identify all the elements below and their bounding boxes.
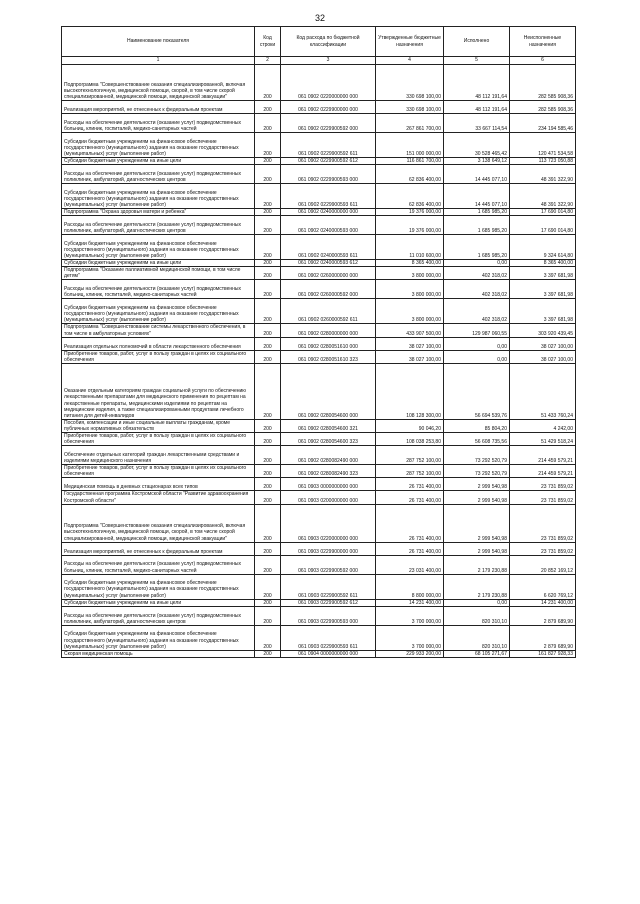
table-body bbox=[62, 65, 576, 658]
table-row bbox=[62, 101, 576, 114]
table-row bbox=[62, 504, 576, 542]
row-executed-cell: 2 999 540,98 bbox=[444, 491, 510, 504]
row-classification-cell: 061 0902 0280051610 323 bbox=[281, 350, 376, 363]
row-approved-cell: 90 046,20 bbox=[376, 419, 444, 432]
row-approved-cell: 3 800 000,00 bbox=[376, 299, 444, 324]
row-approved-cell: 330 698 100,00 bbox=[376, 65, 444, 101]
row-unexecuted-cell: 17 690 014,80 bbox=[510, 216, 576, 235]
column-index-cell: 4 bbox=[376, 57, 444, 65]
row-code-cell: 200 bbox=[255, 491, 281, 504]
row-approved-cell: 3 700 000,00 bbox=[376, 625, 444, 650]
row-executed-cell: 48 112 191,64 bbox=[444, 65, 510, 101]
row-unexecuted-cell: 38 027 100,00 bbox=[510, 337, 576, 350]
table-row bbox=[62, 260, 576, 267]
table-row bbox=[62, 133, 576, 158]
row-code-cell: 200 bbox=[255, 267, 281, 280]
row-classification-cell: 061 0903 0220000000 000 bbox=[281, 504, 376, 542]
row-name-cell: Субсидии бюджетным учреждениям на финансовое обеспечение государственного (муниципального) задания на оказание государственных (муниципальных) услуг (выполнение работ) bbox=[62, 299, 255, 324]
row-classification-cell: 061 0902 0240000593 612 bbox=[281, 260, 376, 267]
row-code-cell: 200 bbox=[255, 446, 281, 465]
row-code-cell: 200 bbox=[255, 65, 281, 101]
table-row bbox=[62, 599, 576, 606]
row-classification-cell: 061 0903 0000000000 000 bbox=[281, 478, 376, 491]
row-executed-cell: 14 445 077,10 bbox=[444, 165, 510, 184]
row-executed-cell: 2 999 540,98 bbox=[444, 542, 510, 555]
row-approved-cell: 108 128 300,00 bbox=[376, 363, 444, 419]
row-code-cell: 200 bbox=[255, 209, 281, 216]
table-row bbox=[62, 478, 576, 491]
row-unexecuted-cell: 17 690 014,80 bbox=[510, 209, 576, 216]
row-unexecuted-cell: 23 731 859,02 bbox=[510, 478, 576, 491]
row-executed-cell: 820 310,10 bbox=[444, 606, 510, 625]
row-executed-cell: 820 310,10 bbox=[444, 625, 510, 650]
row-classification-cell: 061 0903 0229900000 000 bbox=[281, 542, 376, 555]
row-name-cell: Подпрограмма "Совершенствование оказания специализированной, включая высокотехнологичную, медицинской помощи, скорой, в том числе скорой специализированной, медицинской помощи, медицинской эвакуации" bbox=[62, 504, 255, 542]
row-executed-cell: 129 987 060,55 bbox=[444, 324, 510, 337]
table-row bbox=[62, 165, 576, 184]
row-unexecuted-cell: 3 397 681,98 bbox=[510, 299, 576, 324]
row-code-cell: 200 bbox=[255, 650, 281, 657]
row-classification-cell: 061 0902 0280051610 000 bbox=[281, 337, 376, 350]
row-executed-cell: 402 318,02 bbox=[444, 280, 510, 299]
row-executed-cell: 68 105 271,67 bbox=[444, 650, 510, 657]
row-executed-cell: 0,00 bbox=[444, 260, 510, 267]
row-unexecuted-cell: 6 620 769,12 bbox=[510, 574, 576, 599]
row-classification-cell: 061 0902 0229900592 000 bbox=[281, 114, 376, 133]
row-classification-cell: 061 0902 0280082490 000 bbox=[281, 446, 376, 465]
page-number: 32 bbox=[314, 13, 325, 23]
row-executed-cell: 30 528 465,42 bbox=[444, 133, 510, 158]
table-row bbox=[62, 114, 576, 133]
row-name-cell: Скорая медицинская помощь bbox=[62, 650, 255, 657]
row-name-cell: Субсидии бюджетным учреждениям на иные цели bbox=[62, 260, 255, 267]
row-unexecuted-cell: 282 585 908,36 bbox=[510, 65, 576, 101]
row-name-cell: Субсидии бюджетным учреждениям на иные цели bbox=[62, 158, 255, 165]
table-row bbox=[62, 433, 576, 446]
row-name-cell: Обеспечение отдельных категорий граждан лекарственными средствами и изделиями медицинского назначения bbox=[62, 446, 255, 465]
row-approved-cell: 3 800 000,00 bbox=[376, 280, 444, 299]
row-name-cell: Расходы на обеспечение деятельности (оказание услуг) подведомственных поликлиник, амбулаторий, диагностических центров bbox=[62, 165, 255, 184]
row-unexecuted-cell: 23 731 859,02 bbox=[510, 491, 576, 504]
row-classification-cell: 061 0903 0229900593 611 bbox=[281, 625, 376, 650]
table-row bbox=[62, 337, 576, 350]
row-name-cell: Подпрограмма "Совершенствование оказания специализированной, включая высокотехнологичную, медицинской помощи, скорой, в том числе скорой специализированной, медицинской помощи, медицинской эвакуации" bbox=[62, 65, 255, 101]
row-unexecuted-cell: 48 391 322,90 bbox=[510, 165, 576, 184]
row-classification-cell: 061 0902 0280000000 000 bbox=[281, 324, 376, 337]
row-code-cell: 200 bbox=[255, 260, 281, 267]
row-name-cell: Расходы на обеспечение деятельности (оказание услуг) подведомственных поликлиник, амбулаторий, диагностических центров bbox=[62, 216, 255, 235]
row-code-cell: 200 bbox=[255, 114, 281, 133]
table-row bbox=[62, 280, 576, 299]
row-name-cell: Реализация отдельных полномочий в области лекарственного обеспечения bbox=[62, 337, 255, 350]
row-approved-cell: 3 700 000,00 bbox=[376, 606, 444, 625]
row-code-cell: 200 bbox=[255, 625, 281, 650]
table-row bbox=[62, 235, 576, 260]
row-code-cell: 200 bbox=[255, 555, 281, 574]
row-classification-cell: 061 0902 0280082490 323 bbox=[281, 465, 376, 478]
row-classification-cell: 061 0903 0229900592 000 bbox=[281, 555, 376, 574]
row-unexecuted-cell: 214 459 579,21 bbox=[510, 446, 576, 465]
row-approved-cell: 38 027 100,00 bbox=[376, 350, 444, 363]
table-row bbox=[62, 491, 576, 504]
table-row bbox=[62, 184, 576, 209]
row-code-cell: 200 bbox=[255, 216, 281, 235]
row-name-cell: Приобретение товаров, работ, услуг в пользу граждан в целях их социального обеспечения bbox=[62, 433, 255, 446]
table-row bbox=[62, 606, 576, 625]
row-executed-cell: 1 685 985,20 bbox=[444, 209, 510, 216]
row-name-cell: Субсидии бюджетным учреждениям на финансовое обеспечение государственного (муниципального) задания на оказание государственных (муниципальных) услуг (выполнение работ) bbox=[62, 184, 255, 209]
row-executed-cell: 2 999 540,98 bbox=[444, 478, 510, 491]
row-approved-cell: 19 376 000,00 bbox=[376, 209, 444, 216]
column-index-cell: 3 bbox=[281, 57, 376, 65]
row-approved-cell: 433 907 500,00 bbox=[376, 324, 444, 337]
row-approved-cell: 8 365 400,00 bbox=[376, 260, 444, 267]
row-unexecuted-cell: 23 731 859,02 bbox=[510, 542, 576, 555]
row-executed-cell: 0,00 bbox=[444, 350, 510, 363]
row-unexecuted-cell: 2 879 689,90 bbox=[510, 606, 576, 625]
row-executed-cell: 0,00 bbox=[444, 599, 510, 606]
row-approved-cell: 287 752 100,00 bbox=[376, 465, 444, 478]
row-name-cell: Субсидии бюджетным учреждениям на финансовое обеспечение государственного (муниципального) задания на оказание государственных (муниципальных) услуг (выполнение работ) bbox=[62, 235, 255, 260]
row-code-cell: 200 bbox=[255, 184, 281, 209]
row-approved-cell: 151 000 000,00 bbox=[376, 133, 444, 158]
row-name-cell: Пособия, компенсации и иные социальные выплаты гражданам, кроме публичных нормативных обязательств bbox=[62, 419, 255, 432]
column-index-cell: 6 bbox=[510, 57, 576, 65]
row-code-cell: 200 bbox=[255, 433, 281, 446]
row-approved-cell: 19 376 000,00 bbox=[376, 216, 444, 235]
row-approved-cell: 330 698 100,00 bbox=[376, 101, 444, 114]
row-unexecuted-cell: 3 397 681,98 bbox=[510, 280, 576, 299]
row-approved-cell: 229 933 200,00 bbox=[376, 650, 444, 657]
row-classification-cell: 061 0902 0280054600 321 bbox=[281, 419, 376, 432]
row-approved-cell: 26 731 400,00 bbox=[376, 478, 444, 491]
row-classification-cell: 061 0903 0229900592 611 bbox=[281, 574, 376, 599]
row-executed-cell: 73 292 520,79 bbox=[444, 465, 510, 478]
row-unexecuted-cell: 303 920 439,45 bbox=[510, 324, 576, 337]
row-classification-cell: 061 0902 0220000000 000 bbox=[281, 65, 376, 101]
row-code-cell: 200 bbox=[255, 299, 281, 324]
column-header-executed: Исполнено bbox=[444, 27, 510, 57]
table-row bbox=[62, 216, 576, 235]
row-unexecuted-cell: 14 231 400,00 bbox=[510, 599, 576, 606]
row-classification-cell: 061 0904 0000000000 000 bbox=[281, 650, 376, 657]
row-classification-cell: 061 0902 0229900592 611 bbox=[281, 133, 376, 158]
row-executed-cell: 2 999 540,98 bbox=[444, 504, 510, 542]
table-row bbox=[62, 299, 576, 324]
row-unexecuted-cell: 3 397 681,98 bbox=[510, 267, 576, 280]
table-row bbox=[62, 574, 576, 599]
row-classification-cell: 061 0903 0200000000 000 bbox=[281, 491, 376, 504]
row-code-cell: 200 bbox=[255, 419, 281, 432]
column-header-name: Наименование показателя bbox=[62, 27, 255, 57]
row-approved-cell: 14 231 400,00 bbox=[376, 599, 444, 606]
table-row bbox=[62, 446, 576, 465]
row-executed-cell: 85 804,20 bbox=[444, 419, 510, 432]
row-name-cell: Расходы на обеспечение деятельности (оказание услуг) подведомственных больниц, клиник, госпиталей, медико-санитарных частей bbox=[62, 114, 255, 133]
row-approved-cell: 62 836 400,00 bbox=[376, 184, 444, 209]
row-name-cell: Субсидии бюджетным учреждениям на финансовое обеспечение государственного (муниципального) задания на оказание государственных (муниципальных) услуг (выполнение работ) bbox=[62, 574, 255, 599]
row-classification-cell: 061 0903 0229900592 612 bbox=[281, 599, 376, 606]
row-classification-cell: 061 0902 0240000000 000 bbox=[281, 209, 376, 216]
table-row bbox=[62, 267, 576, 280]
row-approved-cell: 267 861 700,00 bbox=[376, 114, 444, 133]
row-unexecuted-cell: 282 585 908,36 bbox=[510, 101, 576, 114]
row-name-cell: Реализация мероприятий, не отнесенных к федеральным проектам bbox=[62, 542, 255, 555]
row-approved-cell: 11 010 600,00 bbox=[376, 235, 444, 260]
row-executed-cell: 33 667 114,54 bbox=[444, 114, 510, 133]
row-classification-cell: 061 0903 0229900593 000 bbox=[281, 606, 376, 625]
row-classification-cell: 061 0902 0280054600 000 bbox=[281, 363, 376, 419]
row-unexecuted-cell: 9 324 614,80 bbox=[510, 235, 576, 260]
row-name-cell: Подпрограмма "Совершенствование системы лекарственного обеспечения, в том числе в амбулаторных условиях" bbox=[62, 324, 255, 337]
table-row bbox=[62, 465, 576, 478]
row-code-cell: 200 bbox=[255, 363, 281, 419]
row-code-cell: 200 bbox=[255, 324, 281, 337]
row-approved-cell: 26 731 400,00 bbox=[376, 504, 444, 542]
row-classification-cell: 061 0902 0229900592 612 bbox=[281, 158, 376, 165]
row-approved-cell: 23 031 400,00 bbox=[376, 555, 444, 574]
row-executed-cell: 2 179 230,88 bbox=[444, 555, 510, 574]
row-code-cell: 200 bbox=[255, 350, 281, 363]
row-code-cell: 200 bbox=[255, 133, 281, 158]
row-unexecuted-cell: 20 852 169,12 bbox=[510, 555, 576, 574]
row-executed-cell: 402 318,02 bbox=[444, 267, 510, 280]
row-name-cell: Расходы на обеспечение деятельности (оказание услуг) подведомственных поликлиник, амбулаторий, диагностических центров bbox=[62, 606, 255, 625]
table-row bbox=[62, 542, 576, 555]
row-executed-cell: 56 694 539,76 bbox=[444, 363, 510, 419]
row-name-cell: Субсидии бюджетным учреждениям на иные цели bbox=[62, 599, 255, 606]
table-row bbox=[62, 324, 576, 337]
row-classification-cell: 061 0902 0229900593 000 bbox=[281, 165, 376, 184]
row-unexecuted-cell: 113 723 050,88 bbox=[510, 158, 576, 165]
row-executed-cell: 402 318,02 bbox=[444, 299, 510, 324]
row-unexecuted-cell: 120 471 534,58 bbox=[510, 133, 576, 158]
row-name-cell: Приобретение товаров, работ, услуг в пользу граждан в целях их социального обеспечения bbox=[62, 350, 255, 363]
column-header-unexecuted: Неисполненные назначения bbox=[510, 27, 576, 57]
table-row bbox=[62, 209, 576, 216]
row-approved-cell: 108 038 253,80 bbox=[376, 433, 444, 446]
row-classification-cell: 061 0902 0260000000 000 bbox=[281, 267, 376, 280]
row-unexecuted-cell: 4 242,00 bbox=[510, 419, 576, 432]
row-executed-cell: 1 685 985,20 bbox=[444, 216, 510, 235]
column-header-classification: Код расхода по бюджетной классификации bbox=[281, 27, 376, 57]
row-code-cell: 200 bbox=[255, 235, 281, 260]
row-code-cell: 200 bbox=[255, 158, 281, 165]
row-executed-cell: 1 685 985,20 bbox=[444, 235, 510, 260]
row-approved-cell: 287 752 100,00 bbox=[376, 446, 444, 465]
row-name-cell: Подпрограмма "Охрана здоровья матери и ребенка" bbox=[62, 209, 255, 216]
row-approved-cell: 38 027 100,00 bbox=[376, 337, 444, 350]
row-code-cell: 200 bbox=[255, 280, 281, 299]
table-header-row bbox=[62, 27, 576, 57]
row-code-cell: 200 bbox=[255, 165, 281, 184]
table-row bbox=[62, 419, 576, 432]
row-code-cell: 200 bbox=[255, 101, 281, 114]
row-classification-cell: 061 0902 0260000592 611 bbox=[281, 299, 376, 324]
row-name-cell: Оказание отдельным категориям граждан социальной услуги по обеспечению лекарственными препаратами для медицинского применения по рецептам на лекарственные препараты, медицинскими изделиями по рецептам на медицинские изделия, а также специализированными продуктами лечебного питания для детей-инвалидов bbox=[62, 363, 255, 419]
row-name-cell: Реализация мероприятий, не отнесенных к федеральным проектам bbox=[62, 101, 255, 114]
row-code-cell: 200 bbox=[255, 478, 281, 491]
row-code-cell: 200 bbox=[255, 337, 281, 350]
column-index-row bbox=[62, 57, 576, 65]
row-executed-cell: 0,00 bbox=[444, 337, 510, 350]
row-executed-cell: 2 179 230,88 bbox=[444, 574, 510, 599]
row-classification-cell: 061 0902 0280054600 323 bbox=[281, 433, 376, 446]
row-approved-cell: 26 731 400,00 bbox=[376, 491, 444, 504]
row-code-cell: 200 bbox=[255, 504, 281, 542]
row-unexecuted-cell: 2 879 689,90 bbox=[510, 625, 576, 650]
row-unexecuted-cell: 234 194 585,46 bbox=[510, 114, 576, 133]
row-code-cell: 200 bbox=[255, 574, 281, 599]
row-approved-cell: 8 800 000,00 bbox=[376, 574, 444, 599]
row-classification-cell: 061 0902 0229900593 611 bbox=[281, 184, 376, 209]
table-row bbox=[62, 363, 576, 419]
budget-execution-table bbox=[61, 26, 576, 658]
row-name-cell: Расходы на обеспечение деятельности (оказание услуг) подведомственных больниц, клиник, госпиталей, медико-санитарных частей bbox=[62, 555, 255, 574]
table-row bbox=[62, 625, 576, 650]
row-code-cell: 200 bbox=[255, 599, 281, 606]
row-classification-cell: 061 0902 0240000593 000 bbox=[281, 216, 376, 235]
row-code-cell: 200 bbox=[255, 465, 281, 478]
row-approved-cell: 62 836 400,00 bbox=[376, 165, 444, 184]
row-unexecuted-cell: 214 459 579,21 bbox=[510, 465, 576, 478]
row-unexecuted-cell: 8 365 400,00 bbox=[510, 260, 576, 267]
table-row bbox=[62, 650, 576, 657]
row-code-cell: 200 bbox=[255, 542, 281, 555]
row-name-cell: Субсидии бюджетным учреждениям на финансовое обеспечение государственного (муниципального) задания на оказание государственных (муниципальных) услуг (выполнение работ) bbox=[62, 133, 255, 158]
table-row bbox=[62, 158, 576, 165]
row-unexecuted-cell: 51 429 518,24 bbox=[510, 433, 576, 446]
row-approved-cell: 116 861 700,00 bbox=[376, 158, 444, 165]
row-name-cell: Медицинская помощь в дневных стационарах всех типов bbox=[62, 478, 255, 491]
table-row bbox=[62, 350, 576, 363]
row-unexecuted-cell: 48 391 322,90 bbox=[510, 184, 576, 209]
row-executed-cell: 3 138 649,12 bbox=[444, 158, 510, 165]
row-unexecuted-cell: 161 827 928,33 bbox=[510, 650, 576, 657]
column-header-approved: Утвержденные бюджетные назначения bbox=[376, 27, 444, 57]
table-row bbox=[62, 555, 576, 574]
row-name-cell: Расходы на обеспечение деятельности (оказание услуг) подведомственных больниц, клиник, госпиталей, медико-санитарных частей bbox=[62, 280, 255, 299]
column-index-cell: 2 bbox=[255, 57, 281, 65]
column-header-row-code: Код строки bbox=[255, 27, 281, 57]
column-index-cell: 1 bbox=[62, 57, 255, 65]
row-executed-cell: 48 112 191,64 bbox=[444, 101, 510, 114]
row-name-cell: Подпрограмма "Оказание паллиативной медицинской помощи, в том числе детям" bbox=[62, 267, 255, 280]
table-row bbox=[62, 65, 576, 101]
row-name-cell: Субсидии бюджетным учреждениям на финансовое обеспечение государственного (муниципального) задания на оказание государственных (муниципальных) услуг (выполнение работ) bbox=[62, 625, 255, 650]
row-unexecuted-cell: 23 731 859,02 bbox=[510, 504, 576, 542]
row-unexecuted-cell: 51 433 760,24 bbox=[510, 363, 576, 419]
column-index-cell: 5 bbox=[444, 57, 510, 65]
row-unexecuted-cell: 38 027 100,00 bbox=[510, 350, 576, 363]
row-executed-cell: 14 445 077,10 bbox=[444, 184, 510, 209]
row-executed-cell: 73 292 520,79 bbox=[444, 446, 510, 465]
row-approved-cell: 26 731 400,00 bbox=[376, 542, 444, 555]
row-name-cell: Приобретение товаров, работ, услуг в пользу граждан в целях их социального обеспечения bbox=[62, 465, 255, 478]
row-approved-cell: 3 800 000,00 bbox=[376, 267, 444, 280]
row-classification-cell: 061 0902 0229900000 000 bbox=[281, 101, 376, 114]
row-executed-cell: 56 608 735,56 bbox=[444, 433, 510, 446]
row-name-cell: Государственная программа Костромской области "Развитие здравоохранения Костромской области" bbox=[62, 491, 255, 504]
row-classification-cell: 061 0902 0240000593 611 bbox=[281, 235, 376, 260]
row-code-cell: 200 bbox=[255, 606, 281, 625]
row-classification-cell: 061 0902 0260000592 000 bbox=[281, 280, 376, 299]
